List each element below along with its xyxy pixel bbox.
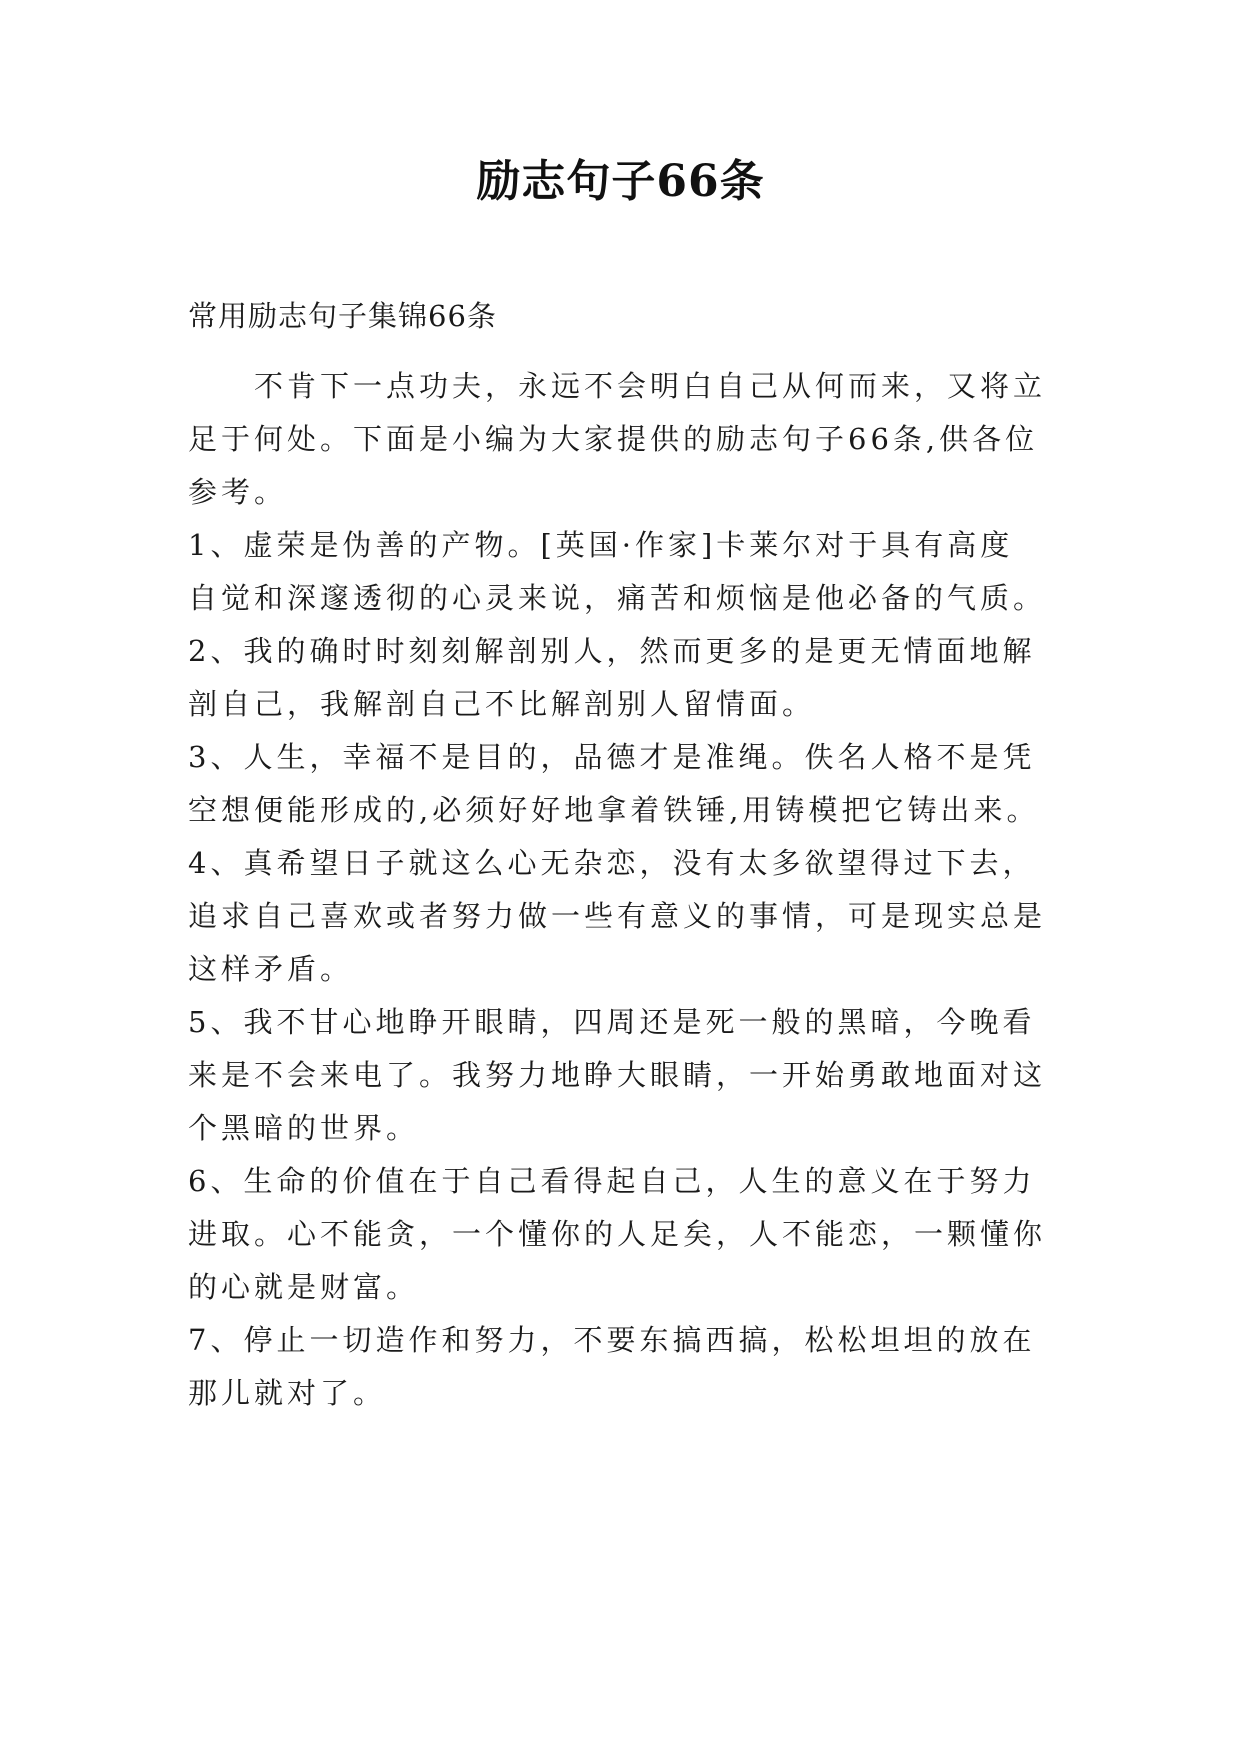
body-line: 7、停止一切造作和努力，不要东搞西搞，松松坦坦的放在 [188, 1323, 1036, 1357]
body-line: 来是不会来电了。我努力地睁大眼睛，一开始勇敢地面对这 [188, 1058, 1047, 1092]
body-line: 剖自己，我解剖自己不比解剖别人留情面。 [188, 687, 816, 721]
body-line: 足于何处。下面是小编为大家提供的励志句子66条,供各位 [188, 422, 1039, 456]
body-line: 6、生命的价值在于自己看得起自己，人生的意义在于努力 [188, 1164, 1036, 1198]
body-line: 自觉和深邃透彻的心灵来说，痛苦和烦恼是他必备的气质。 [188, 581, 1047, 615]
body-line: 2、我的确时时刻刻解剖别人，然而更多的是更无情面地解 [188, 634, 1036, 668]
document-subtitle: 常用励志句子集锦66条 [188, 299, 497, 333]
body-line: 3、人生，幸福不是目的，品德才是准绳。佚名人格不是凭 [188, 740, 1036, 774]
body-line: 进取。心不能贪，一个懂你的人足矣，人不能恋，一颗懂你 [188, 1217, 1047, 1251]
document-title: 励志句子66条 [476, 156, 765, 207]
body-line: 个黑暗的世界。 [188, 1111, 420, 1145]
body-line: 5、我不甘心地睁开眼睛，四周还是死一般的黑暗，今晚看 [188, 1005, 1036, 1039]
body-line: 这样矛盾。 [188, 952, 354, 986]
body-line: 4、真希望日子就这么心无杂恋，没有太多欲望得过下去， [188, 846, 1036, 880]
body-line: 空想便能形成的,必须好好地拿着铁锤,用铸模把它铸出来。 [188, 793, 1040, 827]
body-line: 不肯下一点功夫，永远不会明白自己从何而来，又将立 [188, 369, 1047, 403]
body-line: 1、虚荣是伪善的产物。[英国·作家]卡莱尔对于具有高度 [188, 528, 1014, 562]
body-line: 追求自己喜欢或者努力做一些有意义的事情，可是现实总是 [188, 899, 1047, 933]
body-line: 参考。 [188, 475, 288, 509]
body-line: 的心就是财富。 [188, 1270, 420, 1304]
body-line: 那儿就对了。 [188, 1376, 387, 1410]
